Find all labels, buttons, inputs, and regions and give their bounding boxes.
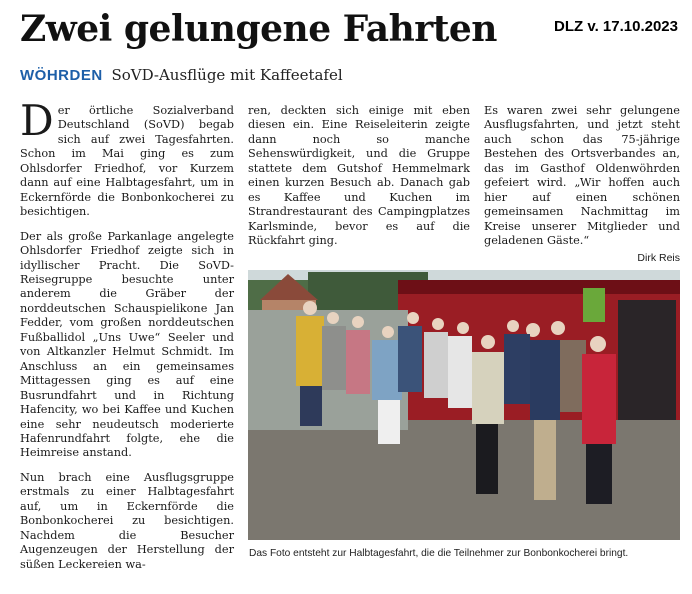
subline bbox=[20, 66, 343, 84]
headline: Zwei gelungene Fahrten bbox=[20, 8, 497, 50]
paragraph: Der als große Parkanlage angelegte Ohlsdorfer Friedhof zeigte sich in idyllischer Pracht. Die SoVD-Reisegruppe besuchte unter anderem die Gräber der norddeutschen Schauspielikone Jan Fedder, vom großen norddeutschen Fußballidol „Uns Uwe“ Seeler und von Altkanzler Helmut Schmidt. Im Anschluss an ein gemeinsames Mittagessen ging es auf eine Busrundfahrt und in Richtung Hafencity, wo bei Kaffee und Kuchen eine sehr neudeutsch moderierte Hafenrundfahrt folgte, ehe die Heimreise anstand. bbox=[20, 229, 234, 460]
paragraph bbox=[20, 96, 234, 220]
paragraph: Nun brach eine Ausflugsgruppe erstmals zu einer Halbtagesfahrt auf, um in Eckernförde die Bonbonkocherei zu besichtigen. Nachdem die Besucher Augenzeugen der Herstellung der süßen Leckereien wa- bbox=[20, 470, 234, 571]
dropcap: D bbox=[20, 96, 54, 145]
author: Dirk Reis bbox=[637, 251, 680, 264]
paragraph: Es waren zwei sehr gelungene Ausflugsfahrten, und jetzt steht auch schon das 75-jährige Bestehen des Ortsverbandes an, das im Gasthof Oldenwöhrden gefeiert wird. „Wir hoffen auch hier auf einen schönen gemeinsamen Nachmittag im Kreise unserer Mitglieder und geladenen Gäste.“ bbox=[484, 104, 680, 248]
paragraph: ren, deckten sich einige mit eben diesen ein. Eine Reiseleiterin zeigte dann noch so manche Sehenswürdigkeit, und die Gruppe stattete dem Gutshof Hemmelmark einen kurzen Besuch ab. Danach gab es Kaffee und Kuchen im Strandrestaurant des Campingplatzes Karlsminde, bevor es auf die Rückfahrt ging. bbox=[248, 104, 470, 248]
article-column-3 bbox=[484, 104, 680, 265]
group-photo bbox=[248, 270, 680, 540]
article-column-1 bbox=[20, 96, 234, 572]
photo-caption: Das Foto entsteht zur Halbtagesfahrt, die die Teilnehmer zur Bonbonkocherei bringt. bbox=[249, 548, 629, 559]
subline-text: SoVD-Ausflüge mit Kaffeetafel bbox=[111, 66, 343, 84]
source-line: DLZ v. 17.10.2023 bbox=[554, 18, 678, 35]
paragraph-text: er örtliche Sozialverband Deutschland (SoVD) begab sich auf zwei Tagesfahrten. Schon im Mai ging es zum Ohlsdorfer Friedhof, vor Kurzem dann auf eine Halbtagesfahrt, um in Eckernförde die Bonbonkocherei zu besichtigen. bbox=[20, 104, 234, 219]
article-column-2 bbox=[248, 104, 470, 249]
subline-place: WÖHRDEN bbox=[20, 67, 103, 84]
group-photo-illustration bbox=[248, 270, 680, 540]
